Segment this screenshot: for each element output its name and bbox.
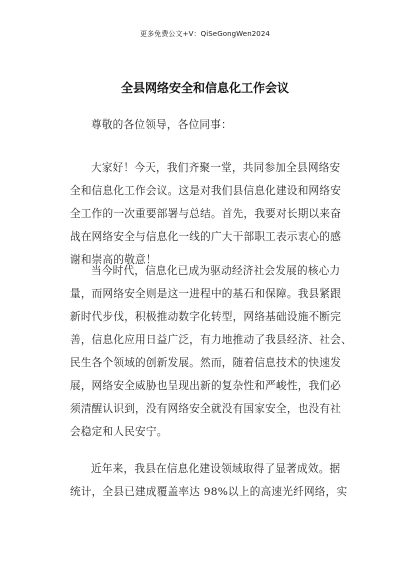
- paragraph-line: 须清醒认识到，没有网络安全就没有国家安全，也没有社: [70, 403, 342, 415]
- paragraph-line: 谢和崇高的敬意！: [70, 254, 157, 266]
- paragraph-line: 新时代步伐，积极推动数字化转型，网络基础设施不断完: [70, 311, 342, 323]
- paragraph-line: 民生各个领域的创新发展。然而，随着信息技术的快速发: [70, 357, 342, 369]
- paragraph-line: 会稳定和人民安宁。: [70, 426, 168, 438]
- paragraph-line: 大家好！今天，我们齐聚一堂，共同参加全县网络安: [91, 162, 341, 174]
- document-title: 全县网络安全和信息化工作会议: [120, 81, 289, 95]
- paragraph-line: 统计，全县已建成覆盖率达 98%以上的高速光纤网络，实: [70, 486, 348, 498]
- paragraph-line: 战在网络安全与信息化一线的广大干部职工表示衷心的感: [70, 231, 342, 243]
- paragraph-line: 展，网络安全威胁也呈现出新的复杂性和严峻性，我们必: [70, 380, 342, 392]
- header-note: 更多免费公文+V：QiSeGongWen2024: [140, 30, 270, 38]
- paragraph-line: 当今时代，信息化已成为驱动经济社会发展的核心力: [91, 265, 341, 277]
- salutation-line: 尊敬的各位领导，各位同事：: [91, 119, 232, 131]
- paragraph-line: 全和信息化工作会议。这是对我们县信息化建设和网络安: [70, 185, 342, 197]
- paragraph-context: [70, 260, 352, 444]
- paragraph-line: 近年来，我县在信息化建设领域取得了显著成效。据: [91, 463, 341, 475]
- paragraph-opening: [70, 157, 340, 272]
- paragraph-line: 全工作的一次重要部署与总结。首先，我要对长期以来奋: [70, 208, 342, 220]
- paragraph-line: 量，而网络安全则是这一进程中的基石和保障。我县紧跟: [70, 288, 342, 300]
- paragraph-line: 善，信息化应用日益广泛，有力地推动了我县经济、社会、: [70, 334, 352, 346]
- salutation: [70, 114, 340, 137]
- paragraph-achievements: [70, 458, 348, 504]
